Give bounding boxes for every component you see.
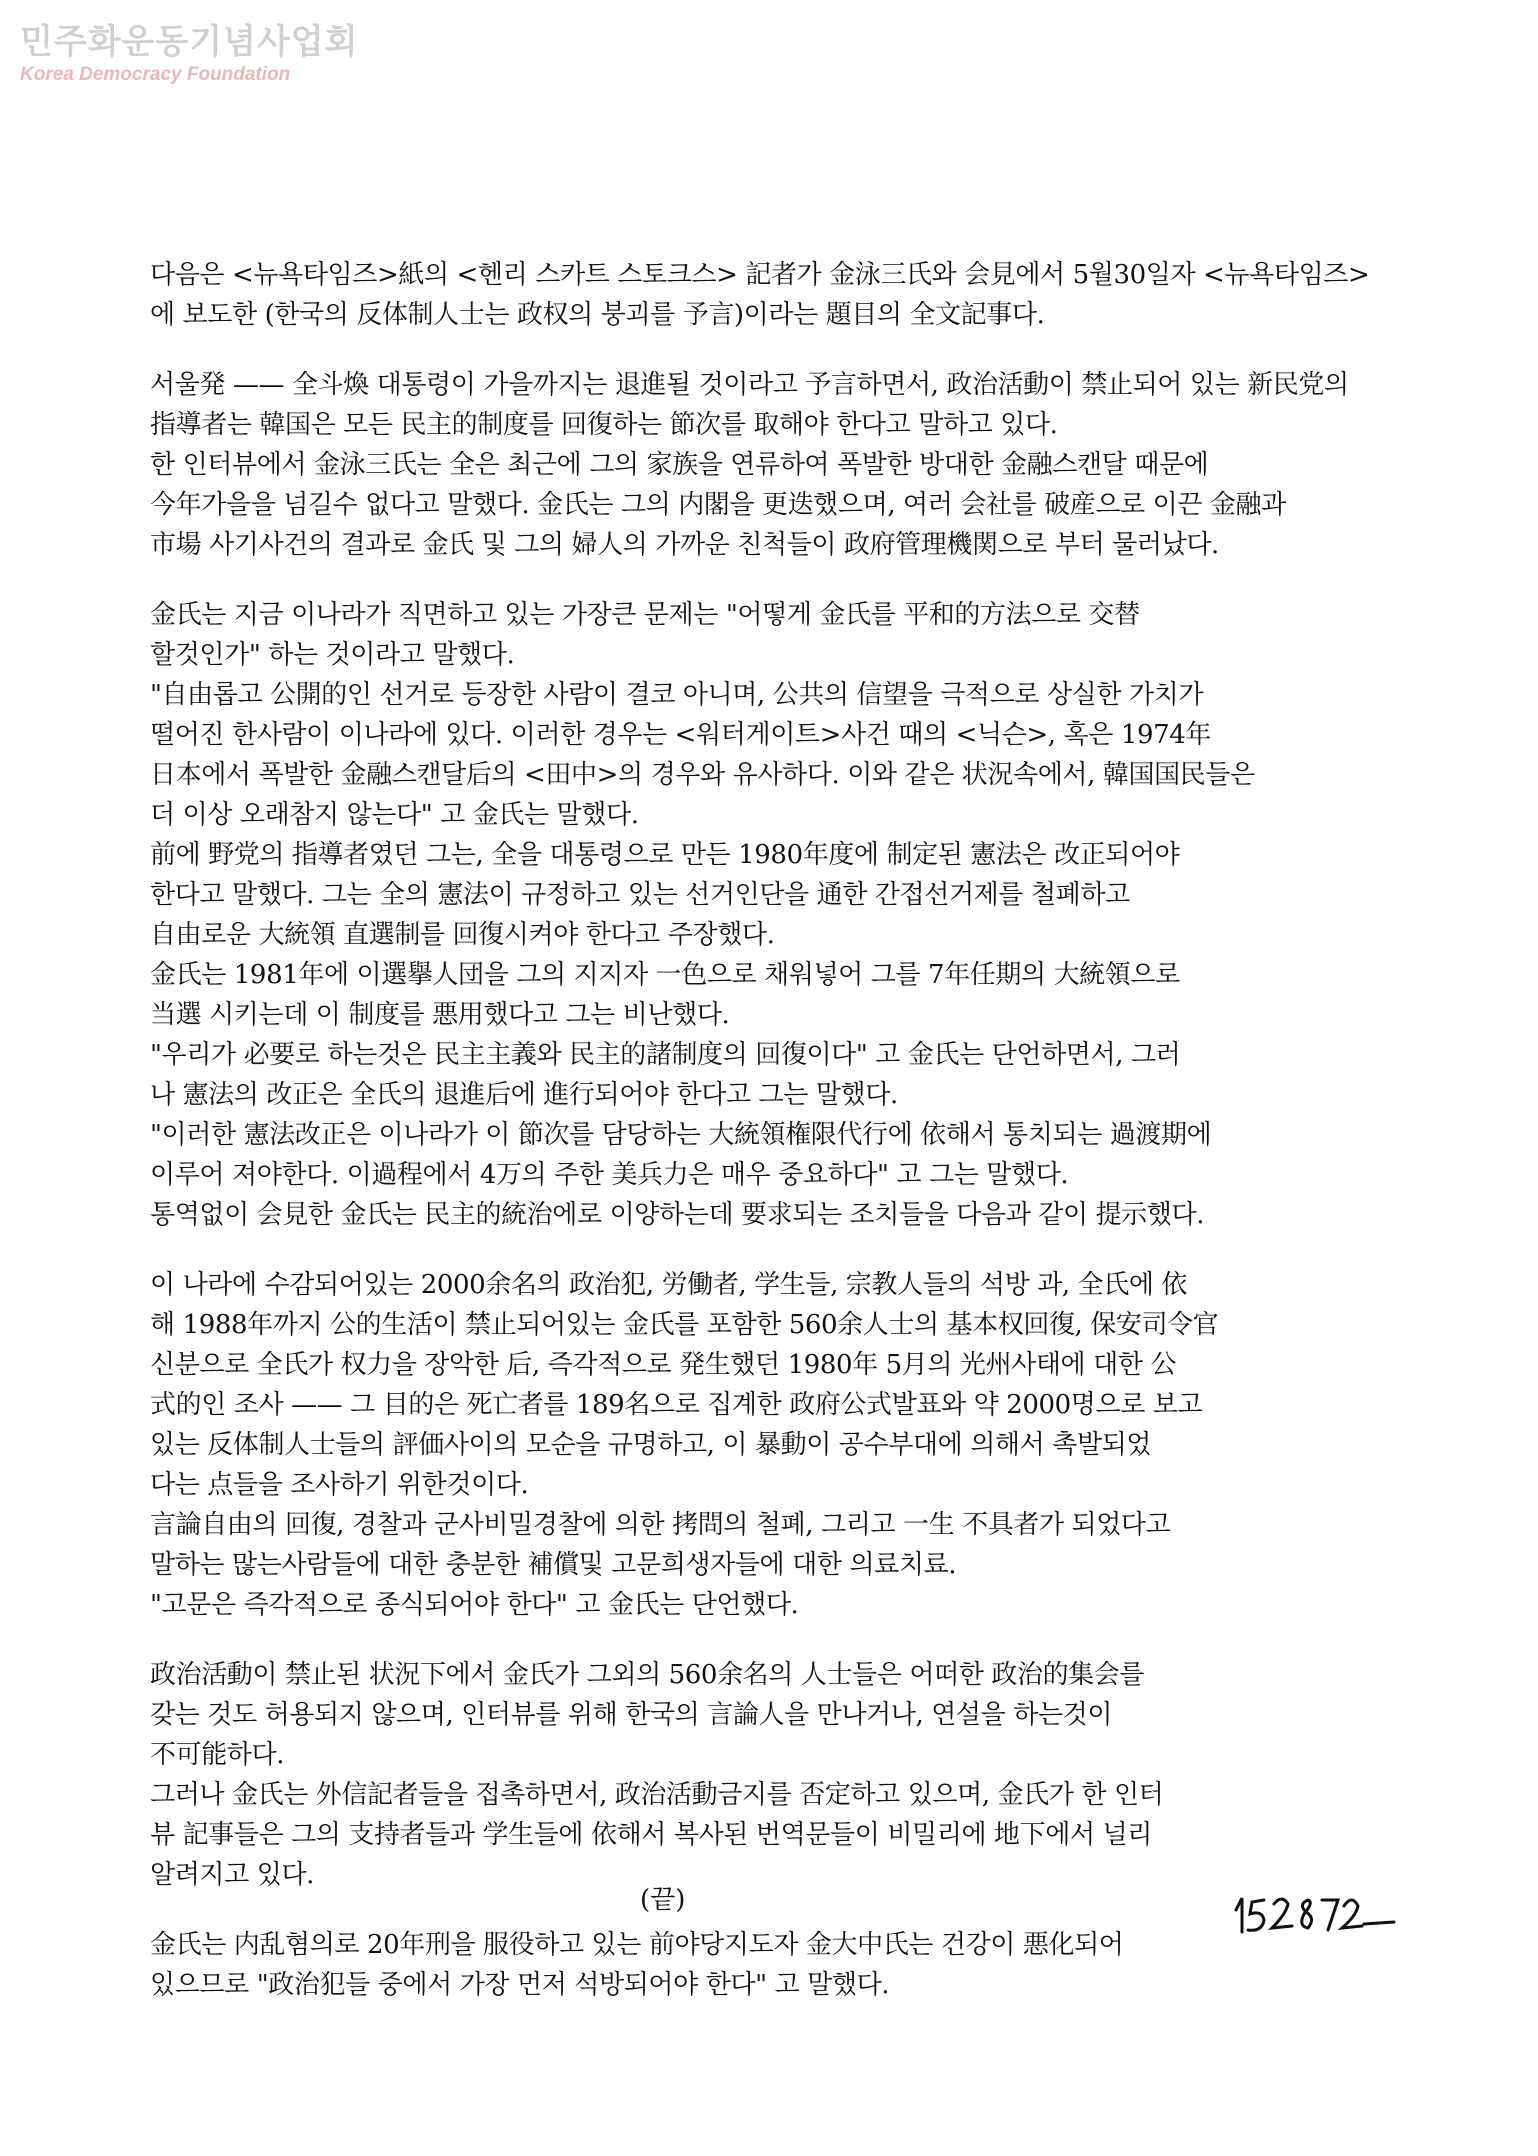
handwritten-annotation xyxy=(1228,1880,1398,1940)
text-line: 金氏는 内乱혐의로 20年刑을 服役하고 있는 前야당지도자 金大中氏는 건강이 悪化되어 xyxy=(150,1930,1124,1960)
text-line: 政治活動이 禁止된 状況下에서 金氏가 그외의 560余名의 人士들은 어떠한 政治的集会를 xyxy=(150,1660,1145,1690)
text-line: 前에 野党의 指導者였던 그는, 全을 대통령으로 만든 1980年度에 制定된 憲法은 改正되어야 xyxy=(150,840,1180,870)
text-line: 갖는 것도 허용되지 않으며, 인터뷰를 위해 한국의 言論人을 만나거나, 연설을 하는것이 xyxy=(150,1700,1113,1730)
text-line: 알려지고 있다. xyxy=(150,1860,315,1890)
watermark-english: Korea Democracy Foundation xyxy=(20,64,291,85)
text-line: 떨어진 한사람이 이나라에 있다. 이러한 경우는 <워터게이트>사건 때의 <닉슨>, 혹은 1974年 xyxy=(150,720,1211,750)
text-line: 不可能하다. xyxy=(150,1740,285,1770)
paragraph-political-ban xyxy=(150,1655,1390,1895)
text-line: 있는 反体制人士들의 評価사이의 모순을 규명하고, 이 暴動이 공수부대에 의해서 촉발되었 xyxy=(150,1430,1152,1460)
text-line: 그러나 金氏는 外信記者들을 접촉하면서, 政治活動금지를 否定하고 있으며, 金氏가 한 인터 xyxy=(150,1780,1164,1810)
document-body xyxy=(150,255,1390,2035)
text-line: 自由로운 大統領 直選制를 回復시켜야 한다고 주장했다. xyxy=(150,920,775,950)
text-line: 金氏는 1981年에 이選擧人団을 그의 지지자 一色으로 채워넣어 그를 7年任期의 大統領으로 xyxy=(150,960,1180,990)
text-line: 式的인 조사 —— 그 目的은 死亡者를 189名으로 집계한 政府公式발표와 약 2000명으로 보고 xyxy=(150,1390,1203,1420)
paragraph-seoul-dateline xyxy=(150,365,1390,565)
text-line: 할것인가" 하는 것이라고 말했다. xyxy=(150,640,515,670)
text-line: "이러한 憲法改正은 이나라가 이 節次를 담당하는 大統領権限代行에 依해서 통치되는 過渡期에 xyxy=(150,1120,1212,1150)
text-line: 나 憲法의 改正은 全氏의 退進后에 進行되어야 한다고 그는 말했다. xyxy=(150,1080,898,1110)
text-line: 통역없이 会見한 金氏는 民主的統治에로 이양하는데 要求되는 조치들을 다음과 같이 提示했다. xyxy=(150,1200,1205,1230)
text-line: 뷰 記事들은 그의 支持者들과 学生들에 依해서 복사된 번역문들이 비밀리에 地下에서 널리 xyxy=(150,1820,1152,1850)
text-line: 더 이상 오래참지 않는다" 고 金氏는 말했다. xyxy=(150,800,639,830)
text-line: 해 1988年까지 公的生活이 禁止되어있는 金氏를 포함한 560余人士의 基本权回復, 保安司令官 xyxy=(150,1310,1219,1340)
text-line: 当選 시키는데 이 制度를 悪用했다고 그는 비난했다. xyxy=(150,1000,730,1030)
text-line: 市場 사기사건의 결과로 金氏 및 그의 婦人의 가까운 친척들이 政府管理機関으로 부터 물러났다. xyxy=(150,530,1219,560)
text-line: 金氏는 지금 이나라가 직면하고 있는 가장큰 문제는 "어떻게 金氏를 平和的方法으로 交替 xyxy=(150,600,1140,630)
text-line: 다는 点들을 조사하기 위한것이다. xyxy=(150,1470,529,1500)
text-line: 있으므로 "政治犯들 중에서 가장 먼저 석방되어야 한다" 고 말했다. xyxy=(150,1970,890,2000)
text-line: 한 인터뷰에서 金泳三氏는 全은 최근에 그의 家族을 연류하여 폭발한 방대한 金融스캔달 때문에 xyxy=(150,450,1209,480)
text-line: "고문은 즉각적으로 종식되어야 한다" 고 金氏는 단언했다. xyxy=(150,1590,799,1620)
watermark-logo xyxy=(20,22,358,86)
text-line: 日本에서 폭발한 金融스캔달后의 <田中>의 경우와 유사하다. 이와 같은 状況속에서, 韓国国民들은 xyxy=(150,760,1255,790)
paragraph-demands xyxy=(150,1265,1390,1625)
paragraph-intro xyxy=(150,255,1390,335)
end-mark: (끝) xyxy=(640,1885,686,1915)
text-line: 한다고 말했다. 그는 全의 憲法이 규정하고 있는 선거인단을 通한 간접선거제를 철폐하고 xyxy=(150,880,1130,910)
text-line: 이루어 져야한다. 이過程에서 4万의 주한 美兵力은 매우 중요하다" 고 그는 말했다. xyxy=(150,1160,1069,1190)
text-line: "自由롭고 公開的인 선거로 등장한 사람이 결코 아니며, 公共의 信望을 극적으로 상실한 가치가 xyxy=(150,680,1204,710)
text-line: 言論自由의 回復, 경찰과 군사비밀경찰에 의한 拷問의 철폐, 그리고 一生 不具者가 되었다고 xyxy=(150,1510,1171,1540)
watermark-korean: 민주화운동기념사업회 xyxy=(20,22,359,62)
text-line: 신분으로 全氏가 权力을 장악한 后, 즉각적으로 発生했던 1980年 5月의 光州사태에 대한 公 xyxy=(150,1350,1177,1380)
text-line: 말하는 많는사람들에 대한 충분한 補償및 고문희생자들에 대한 의료치료. xyxy=(150,1550,957,1580)
text-line: 다음은 <뉴욕타임즈>紙의 <헨리 스카트 스토크스> 記者가 金泳三氏와 会見에서 5월30일자 <뉴욕타임즈> xyxy=(150,260,1370,290)
text-line: 今年가을을 넘길수 없다고 말했다. 金氏는 그의 内閣을 更迭했으며, 여러 会社를 破産으로 이끈 金融과 xyxy=(150,490,1286,520)
text-line: 이 나라에 수감되어있는 2000余名의 政治犯, 労働者, 学生들, 宗教人들의 석방 과, 全氏에 依 xyxy=(150,1270,1188,1300)
text-line: 에 보도한 (한국의 反体制人士는 政权의 붕괴를 予言)이라는 題目의 全文記事다. xyxy=(150,300,1045,330)
text-line: 指導者는 韓国은 모든 民主的制度를 回復하는 節次를 取해야 한다고 말하고 있다. xyxy=(150,410,1058,440)
text-line: 서울発 —— 全斗煥 대통령이 가을까지는 退進될 것이라고 予言하면서, 政治活動이 禁止되어 있는 新民党의 xyxy=(150,370,1349,400)
text-line: "우리가 必要로 하는것은 民主主義와 民主的諸制度의 回復이다" 고 金氏는 단언하면서, 그러 xyxy=(150,1040,1181,1070)
paragraph-main-issue xyxy=(150,595,1390,1235)
paragraph-closing xyxy=(150,1925,1390,2005)
